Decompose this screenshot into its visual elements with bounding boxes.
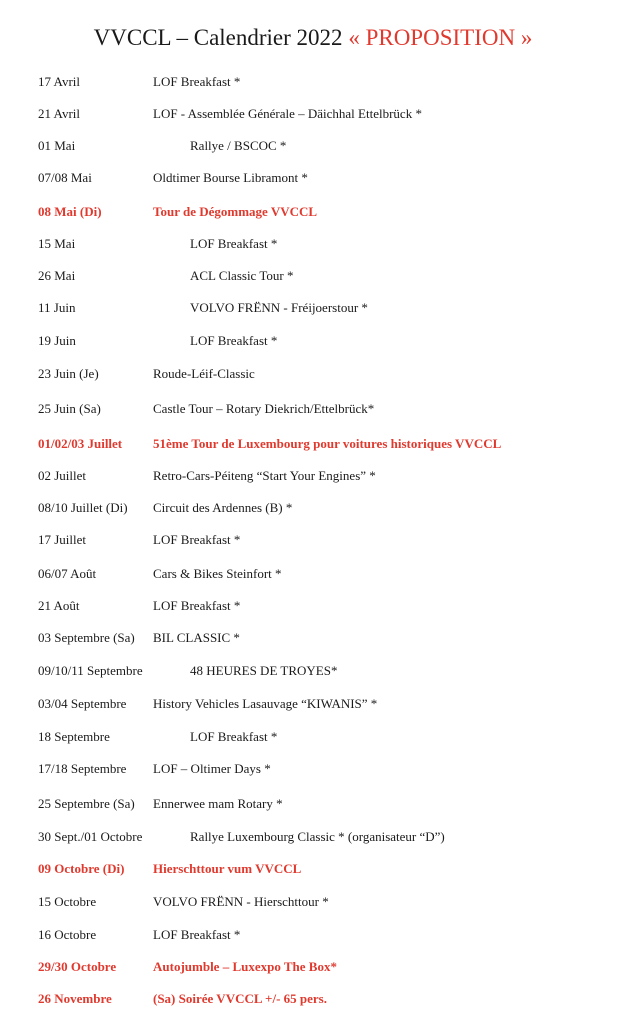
event-name: LOF Breakfast * [153,598,241,613]
event-name: Rallye Luxembourg Classic * (organisateur “D”) [190,829,445,844]
event-date: 03/04 Septembre [38,696,127,711]
event-date: 08/10 Juillet (Di) [38,500,128,515]
event-name: LOF - Assemblée Générale – Däichhal Ettelbrück * [153,106,422,121]
event-date: 26 Mai [38,268,76,283]
event-date: 19 Juin [38,333,76,348]
event-date: 11 Juin [38,300,76,315]
event-date: 09/10/11 Septembre [38,663,143,678]
event-date: 25 Septembre (Sa) [38,796,135,811]
event-date: 17 Juillet [38,532,87,547]
event-name: Retro-Cars-Péiteng “Start Your Engines” * [153,468,376,483]
event-date: 15 Mai [38,236,76,251]
title-main: VVCCL – Calendrier 2022 [93,25,343,50]
event-name: 48 HEURES DE TROYES* [190,663,338,678]
event-name: VOLVO FRËNN - Hierschttour * [153,894,329,909]
event-name: LOF Breakfast * [190,729,278,744]
event-date: 23 Juin (Je) [38,366,99,381]
event-name: 51ème Tour de Luxembourg pour voitures historiques VVCCL [153,436,502,451]
event-name: Hierschttour vum VVCCL [153,861,302,876]
event-name: Circuit des Ardennes (B) * [153,500,293,515]
event-name: (Sa) Soirée VVCCL +/- 65 pers. [153,991,327,1006]
event-date: 16 Octobre [38,927,97,942]
event-name: Autojumble – Luxexpo The Box* [153,959,337,974]
event-name: Roude-Léif-Classic [153,366,255,381]
event-name: LOF – Oltimer Days * [153,761,271,776]
event-date: 30 Sept./01 Octobre [38,829,143,844]
event-name: VOLVO FRËNN - Fréijoerstour * [190,300,368,315]
event-name: Rallye / BSCOC * [190,138,287,153]
event-date: 25 Juin (Sa) [38,401,101,416]
event-name: BIL CLASSIC * [153,630,240,645]
event-name: Tour de Dégommage VVCCL [153,204,318,219]
event-name: LOF Breakfast * [153,532,241,547]
event-date: 09 Octobre (Di) [38,861,125,876]
event-name: LOF Breakfast * [190,236,278,251]
event-date: 01 Mai [38,138,76,153]
event-name: History Vehicles Lasauvage “KIWANIS” * [153,696,378,711]
event-date: 18 Septembre [38,729,110,744]
event-date: 21 Août [38,598,80,613]
event-name: LOF Breakfast * [190,333,278,348]
event-date: 02 Juillet [38,468,87,483]
event-name: LOF Breakfast * [153,927,241,942]
event-name: ACL Classic Tour * [190,268,294,283]
event-date: 06/07 Août [38,566,97,581]
event-name: Castle Tour – Rotary Diekrich/Ettelbrück* [153,401,375,416]
event-date: 07/08 Mai [38,170,92,185]
page-title [0,22,626,54]
event-date: 03 Septembre (Sa) [38,630,135,645]
event-date: 29/30 Octobre [38,959,117,974]
event-date: 26 Novembre [38,991,112,1006]
event-date: 15 Octobre [38,894,97,909]
event-name: Oldtimer Bourse Libramont * [153,170,308,185]
event-name: Ennerwee mam Rotary * [153,796,283,811]
event-name: LOF Breakfast * [153,74,241,89]
event-date: 08 Mai (Di) [38,204,102,219]
event-name: Cars & Bikes Steinfort * [153,566,282,581]
event-date: 17 Avril [38,74,81,89]
event-date: 01/02/03 Juillet [38,436,123,451]
event-date: 21 Avril [38,106,81,121]
event-date: 17/18 Septembre [38,761,127,776]
title-accent: « PROPOSITION » [348,25,533,50]
